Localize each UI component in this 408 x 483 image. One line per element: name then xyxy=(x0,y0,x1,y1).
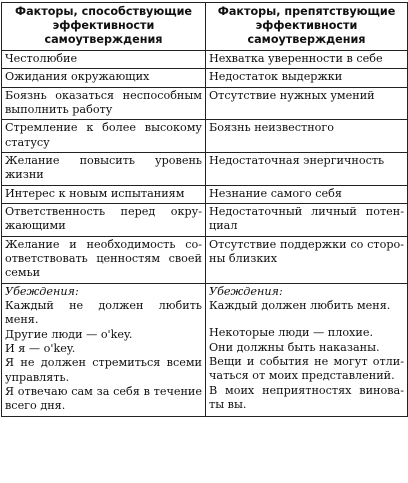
belief-line: В моих неприятностях винова-ты вы. xyxy=(209,383,404,411)
table-cell: Интерес к новым испытаниям xyxy=(2,185,206,203)
table-cell: Ответственность перед окру-жающими xyxy=(2,203,206,236)
belief-line: Некоторые люди — плохие. xyxy=(209,326,374,340)
table-cell: Недостаточный личный потен-циал xyxy=(206,203,408,236)
beliefs-title: Убеждения: xyxy=(209,284,283,298)
belief-line: Вещи и события не могут отли-чаться от моих представлений. xyxy=(209,354,404,383)
self-assertion-factors-table xyxy=(1,2,408,417)
header-hindering-factors: Факторы, препятствующие эффективности самоутверждения xyxy=(206,3,408,51)
beliefs-cell-left xyxy=(2,283,206,416)
beliefs-row xyxy=(2,283,408,416)
table-cell: Ожидания окружающих xyxy=(2,69,206,87)
beliefs-title: Убеждения: xyxy=(5,284,79,298)
table-cell: Честолюбие xyxy=(2,51,206,69)
table-cell: Отсутствие поддержки со сторо-ны близких xyxy=(206,236,408,283)
table-cell: Недостаточная энергичность xyxy=(206,152,408,185)
table-row xyxy=(2,69,408,87)
table-row xyxy=(2,87,408,120)
table-cell: Боязнь оказаться неспособным выполнить работу xyxy=(2,87,206,120)
table-cell: Желание и необходимость со-ответствовать ценностям своей семьи xyxy=(2,236,206,283)
table-row xyxy=(2,51,408,69)
belief-line: Каждый не должен любить меня. xyxy=(5,298,202,327)
table-cell: Боязнь неизвестного xyxy=(206,120,408,153)
belief-line: Другие люди — o'key. xyxy=(5,327,133,341)
table-row xyxy=(2,236,408,283)
table-row xyxy=(2,120,408,153)
table-cell: Отсутствие нужных умений xyxy=(206,87,408,120)
table-cell: Нехватка уверенности в себе xyxy=(206,51,408,69)
table-row xyxy=(2,185,408,203)
table-header-row xyxy=(2,3,408,51)
table-cell: Желание повысить уровень жизни xyxy=(2,152,206,185)
beliefs-cell-right xyxy=(206,283,408,416)
table-cell: Недостаток выдержки xyxy=(206,69,408,87)
table-cell: Стремление к более высокому статусу xyxy=(2,120,206,153)
belief-line: И я — o'key. xyxy=(5,341,76,355)
table-cell: Незнание самого себя xyxy=(206,185,408,203)
header-promoting-factors: Факторы, способствующие эффективности самоутверждения xyxy=(2,3,206,51)
table-row xyxy=(2,152,408,185)
belief-line: Они должны быть наказаны. xyxy=(209,340,380,354)
table-row xyxy=(2,203,408,236)
belief-line: Каждый должен любить меня. xyxy=(209,298,391,312)
belief-line: Я отвечаю сам за себя в течение всего дня. xyxy=(5,384,202,413)
belief-line: Я не должен стремиться всеми управлять. xyxy=(5,356,202,384)
